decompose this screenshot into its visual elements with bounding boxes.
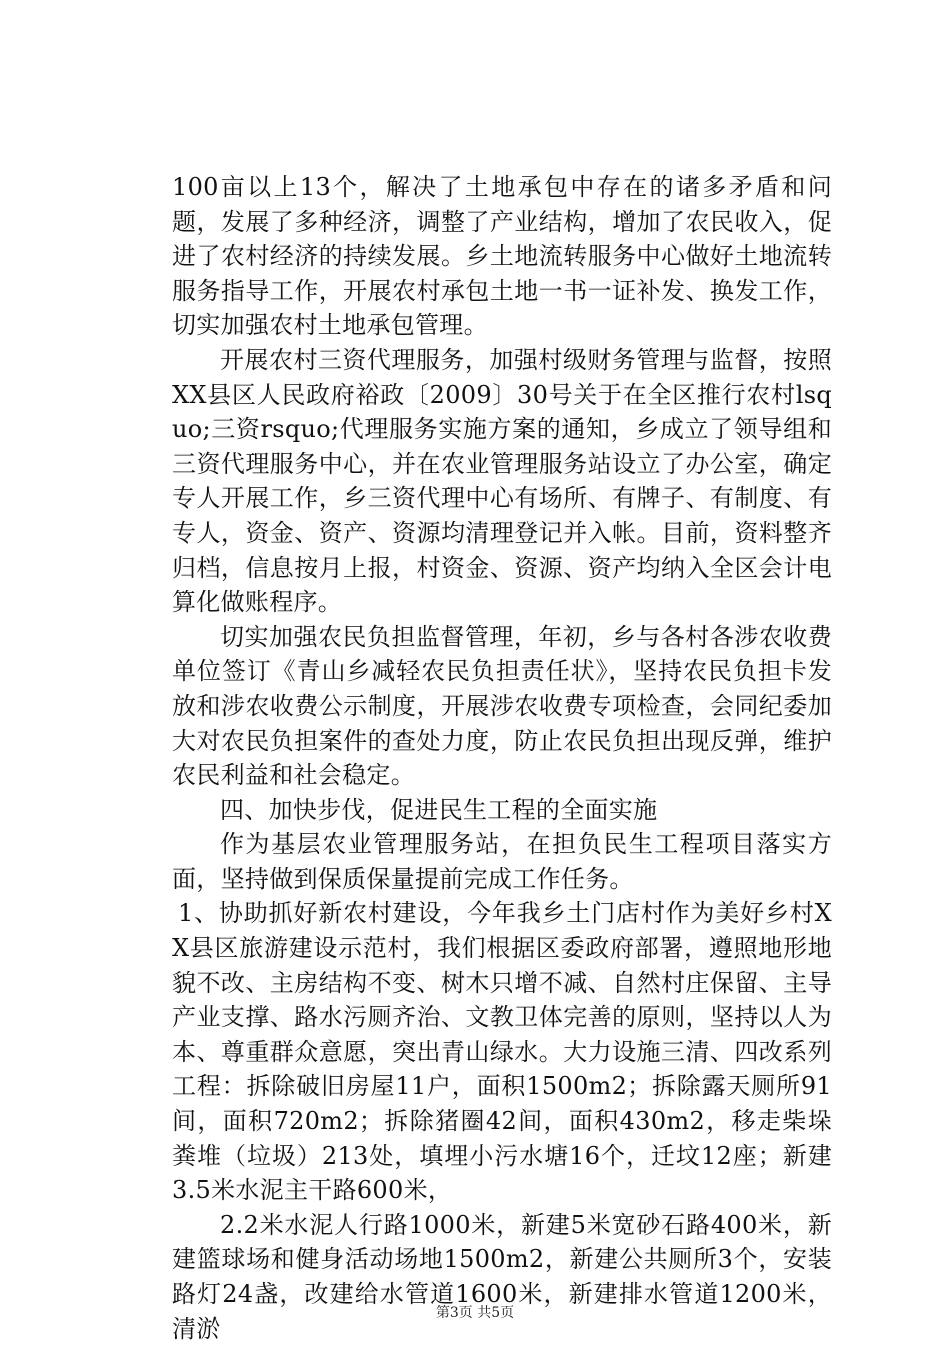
paragraph-land-contract: 100亩以上13个，解决了土地承包中存在的诸多矛盾和问题，发展了多种经济，调整了产业结构，增加了农民收入，促进了农村经济的持续发展。乡土地流转服务中心做好土地流转服务指导工作，开展农村承包土地一书一证补发、换发工作，切实加强农村土地承包管理。 bbox=[172, 173, 832, 340]
paragraph-new-countryside: 1、协助抓好新农村建设，今年我乡土门店村作为美好乡村XX县区旅游建设示范村，我们根据区委政府部署，遵照地形地貌不改、主房结构不变、树木只增不减、自然村庄保留、主导产业支撑、路水污厕齐治、文教卫体完善的原则，坚持以人为本、尊重群众意愿，突出青山绿水。大力设施三清、四改系列工程：拆除破旧房屋11户，面积1500m2；拆除露天厕所91间，面积720m2；拆除猪圈42间，面积430m2，移走柴垛粪堆（垃圾）213处，填埋小污水塘16个，迁坟12座；新建3.5米水泥主干路600米， bbox=[172, 899, 832, 1205]
paragraph-farmer-burden: 切实加强农民负担监督管理，年初，乡与各村各涉农收费单位签订《青山乡减轻农民负担责任状》，坚持农民负担卡发放和涉农收费公示制度，开展涉农收费专项检查，会同纪委加大对农民负担案件的查处力度，防止农民负担出现反弹，维护农民利益和社会稳定。 bbox=[172, 622, 832, 790]
page-footer: 第3页 共5页 bbox=[435, 1305, 515, 1321]
paragraph-service-station: 作为基层农业管理服务站，在担负民生工程项目落实方面，坚持做到保质保量提前完成工作任务。 bbox=[172, 830, 832, 893]
document-body bbox=[172, 170, 832, 1346]
paragraph-three-assets: 开展农村三资代理服务，加强村级财务管理与监督，按照XX县区人民政府裕政〔2009〕30号关于在全区推行农村lsquo;三资rsquo;代理服务实施方案的通知，乡成立了领导组和三资代理服务中心，并在农业管理服务站设立了办公室，确定专人开展工作，乡三资代理中心有场所、有牌子、有制度、有专人，资金、资产、资源均清理登记并入帐。目前，资料整齐归档，信息按月上报，村资金、资源、资产均纳入全区会计电算化做账程序。 bbox=[172, 345, 832, 617]
paragraph-infrastructure: 2.2米水泥人行路1000米，新建5米宽砂石路400米，新建篮球场和健身活动场地1500m2，新建公共厕所3个，安装路灯24盏，改建给水管道1600米，新建排水管道1200米，清淤 bbox=[172, 1210, 832, 1343]
section-heading-livelihood: 四、加快步伐，促进民生工程的全面实施 bbox=[220, 795, 658, 824]
